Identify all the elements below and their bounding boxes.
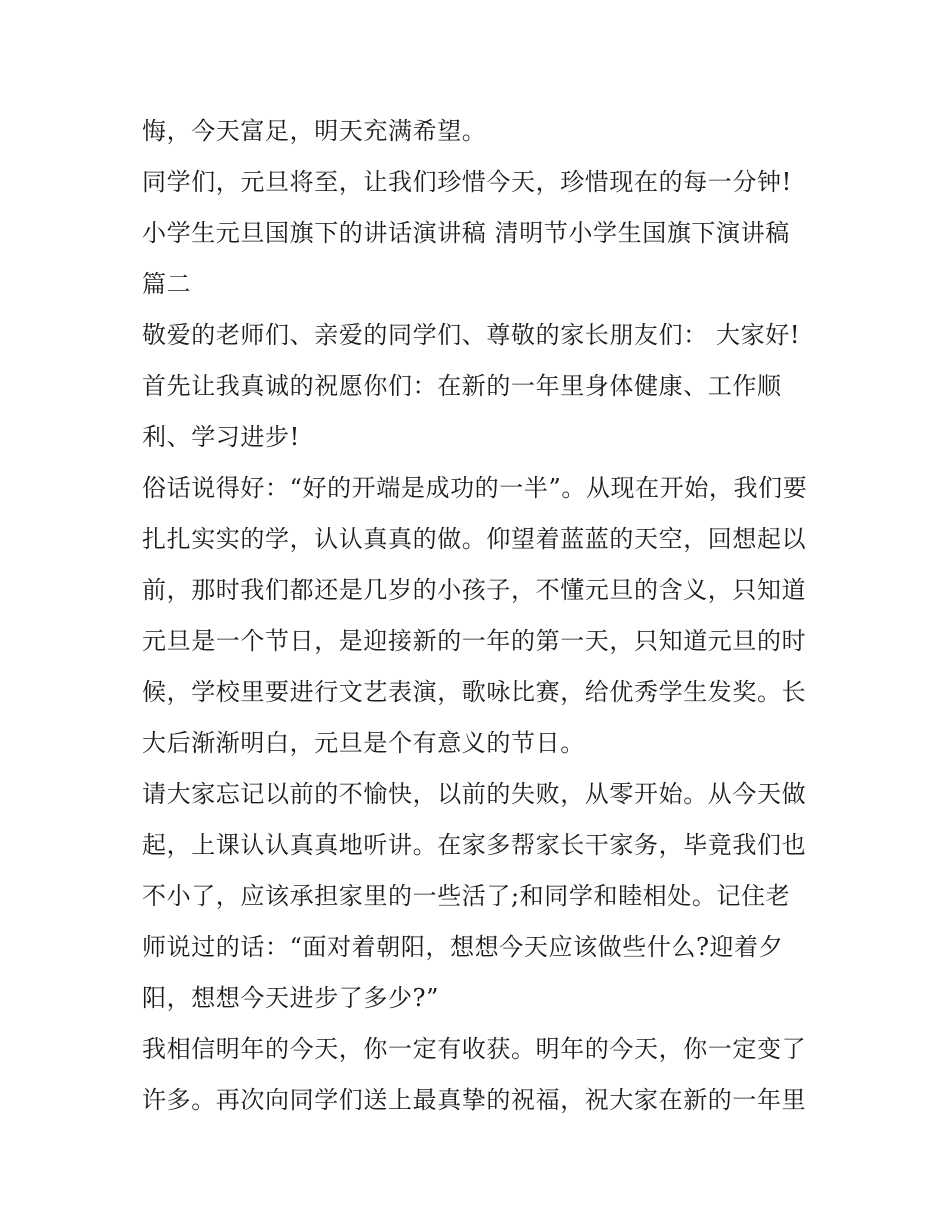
text-line: 不小了，应该承担家里的一些活了;和同学和睦相处。记住老 [142, 882, 791, 910]
text-line: 我相信明年的今天，你一定有收获。明年的今天，你一定变了 [142, 1035, 807, 1063]
text-line: 利、学习进步! [142, 423, 300, 451]
text-line: 起，上课认认真真地听讲。在家多帮家长干家务，毕竟我们也 [142, 831, 807, 859]
text-line: 悔，今天富足，明天充满希望。 [142, 117, 487, 145]
text-line: 小学生元旦国旗下的讲话演讲稿 清明节小学生国旗下演讲稿 [142, 219, 790, 247]
text-line: 大后渐渐明白，元旦是个有意义的节日。 [142, 729, 585, 757]
text-line: 俗话说得好：“好的开端是成功的一半”。从现在开始，我们要 [142, 474, 808, 502]
document-body [142, 106, 822, 1126]
text-line: 首先让我真诚的祝愿你们：在新的一年里身体健康、工作顺 [142, 372, 782, 400]
text-line: 前，那时我们都还是几岁的小孩子，不懂元旦的含义，只知道 [142, 576, 807, 604]
text-line: 师说过的话：“面对着朝阳，想想今天应该做些什么?迎着夕 [142, 933, 784, 961]
text-line: 元旦是一个节日，是迎接新的一年的第一天，只知道元旦的时 [142, 627, 807, 655]
text-line: 篇二 [142, 270, 192, 298]
text-line: 候，学校里要进行文艺表演，歌咏比赛，给优秀学生发奖。长 [142, 678, 807, 706]
text-line: 请大家忘记以前的不愉快，以前的失败，从零开始。从今天做 [142, 780, 807, 808]
text-line: 扎扎实实的学，认认真真的做。仰望着蓝蓝的天空，回想起以 [142, 525, 807, 553]
text-line: 许多。再次向同学们送上最真挚的祝福，祝大家在新的一年里 [142, 1086, 807, 1114]
text-line: 敬爱的老师们、亲爱的同学们、尊敬的家长朋友们： 大家好! [142, 321, 801, 349]
text-line: 阳，想想今天进步了多少?” [142, 984, 439, 1012]
text-line: 同学们，元旦将至，让我们珍惜今天，珍惜现在的每一分钟! [142, 168, 792, 196]
